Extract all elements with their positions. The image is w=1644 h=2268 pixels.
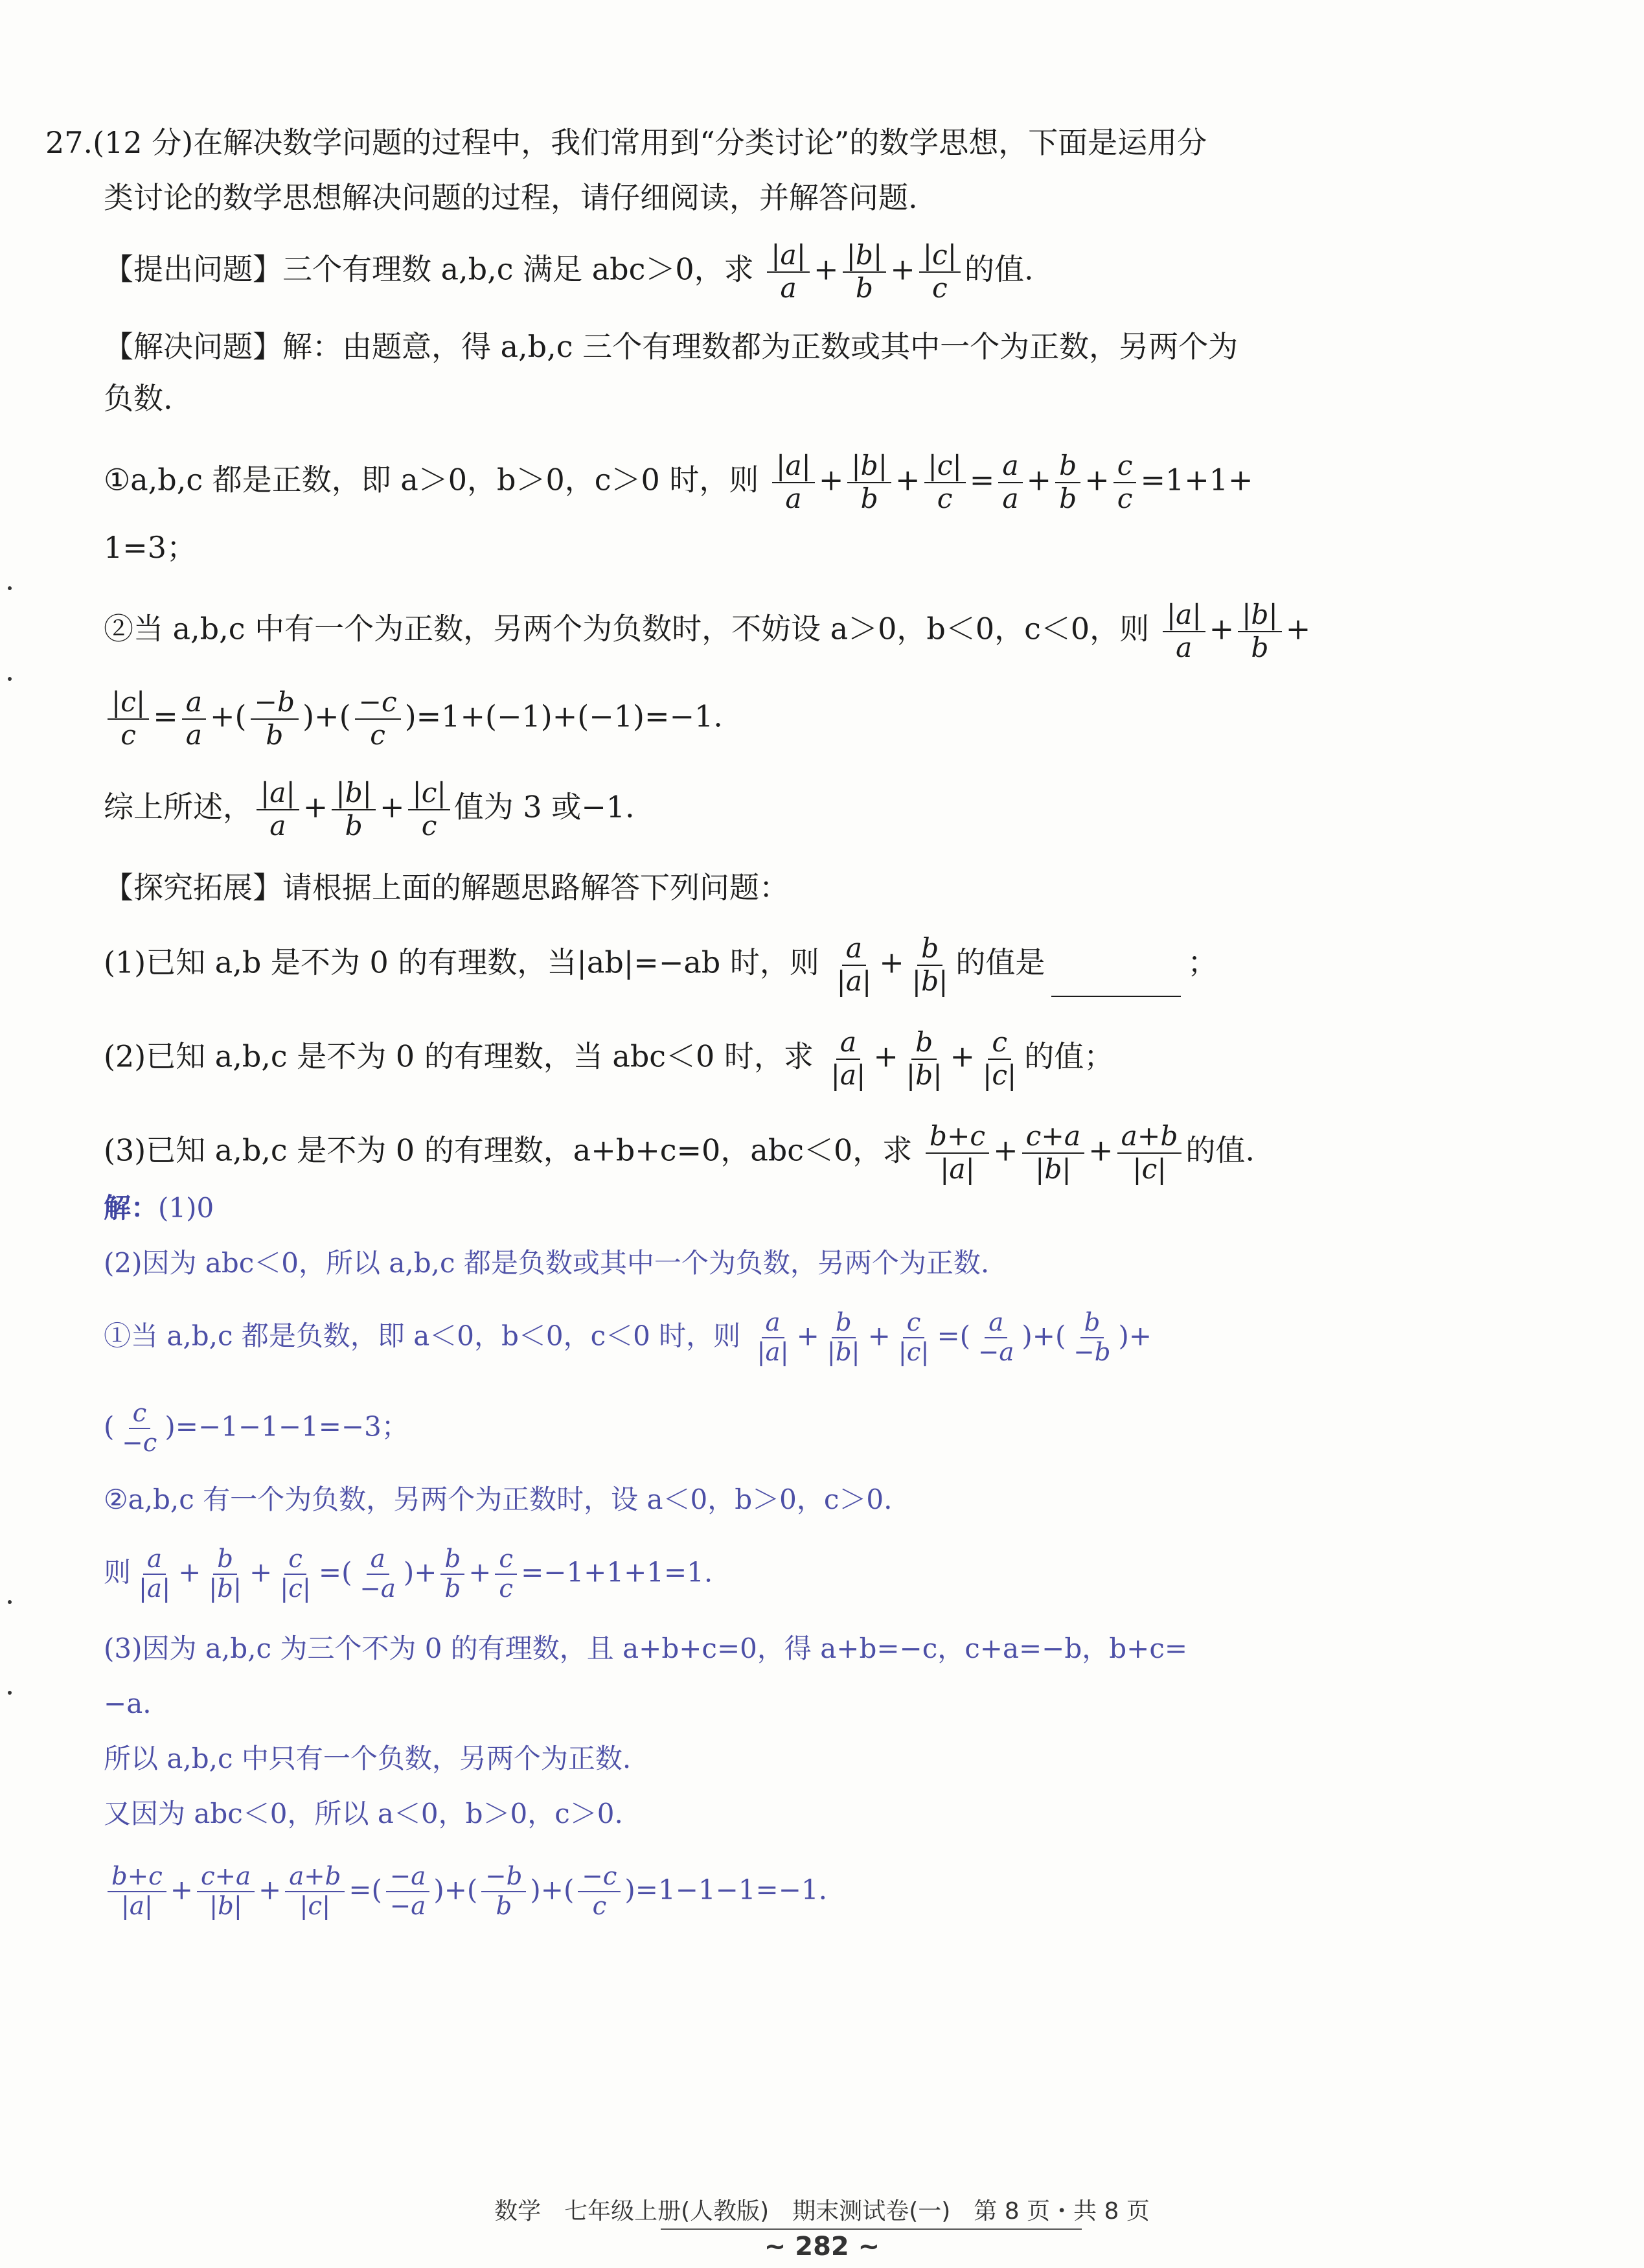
question-1: (1)已知 a,b 是不为 0 的有理数，当|ab|=−ab 时，则 $\frac{a}{|a|}$ + $\frac{b}{|b|}$ 的值是 ； <box>104 932 1218 997</box>
fraction: $\frac{b}{|b|}$ <box>827 1308 860 1368</box>
solution-case1-line2: ( $\frac{c}{-c}$ )=−1−1−1=−3； <box>104 1399 409 1458</box>
fraction: $\frac{a}{-a}$ <box>360 1544 396 1604</box>
solution-line2: (2)因为 abc＜0，所以 a,b,c 都是负数或其中一个为负数，另两个为正数. <box>104 1247 990 1279</box>
case1-line2: 1=3； <box>104 530 197 565</box>
solution-title: 解： <box>104 1192 159 1224</box>
fraction: $\frac{a}{a}$ <box>182 687 206 751</box>
fraction: $\frac{c}{c}$ <box>495 1545 517 1604</box>
fraction: $\frac{a}{|a|}$ <box>757 1308 789 1368</box>
solution-part3-line3: 所以 a,b,c 中只有一个负数，另两个为正数. <box>104 1743 632 1774</box>
margin-mark <box>8 677 12 681</box>
solution-line1: 解：(1)0 <box>104 1192 214 1224</box>
fraction: $\frac{|c|}{c}$ <box>924 450 966 514</box>
answer-blank[interactable] <box>1051 965 1181 997</box>
solution-case2-line2: 则 $\frac{a}{|a|}$ + $\frac{b}{|b|}$ + $\frac{c}{|c|}$ =( $\frac{a}{-a}$ )+ $\frac{b}{b}$ + $\frac{c}{c}$ =−1+1+1=1. <box>104 1544 713 1604</box>
footer-text: 数学 七年级上册(人教版) 期末测试卷(一) 第 8 页・共 8 页 <box>494 2198 1150 2225</box>
fraction: $\frac{b}{|b|}$ <box>906 1026 942 1091</box>
fraction: $\frac{b}{b}$ <box>440 1545 464 1604</box>
fraction: $\frac{|b|}{b}$ <box>332 777 376 842</box>
fraction: $\frac{|b|}{b}$ <box>843 240 887 304</box>
problem-number: 27. <box>45 125 93 160</box>
solve-line2: 负数. <box>104 381 173 416</box>
fraction: $\frac{|a|}{a}$ <box>772 450 815 514</box>
case1-line1: ①a,b,c 都是正数，即 a＞0，b＞0，c＞0 时，则 $\frac{|a|}{a}$ + $\frac{|b|}{b}$ + $\frac{|c|}{c}$ = $\frac{a}{a}$ + $\frac{b}{b}$ + $\frac{c}{c}$ =1+1+ <box>104 450 1253 514</box>
fraction: $\frac{|b|}{b}$ <box>847 450 891 514</box>
fraction: $\frac{-b}{b}$ <box>481 1862 526 1921</box>
fraction: $\frac{b}{|b|}$ <box>209 1544 242 1604</box>
summary-line: 综上所述， $\frac{|a|}{a}$ + $\frac{|b|}{b}$ + $\frac{|c|}{c}$ 值为 3 或−1. <box>104 777 635 842</box>
fraction: $\frac{c}{|c|}$ <box>983 1026 1017 1091</box>
fraction: $\frac{-b}{b}$ <box>251 687 299 751</box>
fraction: $\frac{a}{|a|}$ <box>139 1544 171 1604</box>
fraction: $\frac{|a|}{a}$ <box>257 777 299 842</box>
question-2: (2)已知 a,b,c 是不为 0 的有理数，当 abc＜0 时，求 $\frac{a}{|a|}$ + $\frac{b}{|b|}$ + $\frac{c}{|c|}$ 的值； <box>104 1026 1114 1091</box>
solution-case1-line1: ①当 a,b,c 都是负数，即 a＜0，b＜0，c＜0 时，则 $\frac{a}{|a|}$ + $\frac{b}{|b|}$ + $\frac{c}{|c|}$ =( $\frac{a}{-a}$ )+( $\frac{b}{-b}$ )+ <box>104 1308 1152 1368</box>
fraction: $\frac{|c|}{c}$ <box>108 687 149 751</box>
problem-intro-line1: 27.(12 分)在解决数学问题的过程中，我们常用到“分类讨论”的数学思想，下面是运用分 <box>45 125 1207 160</box>
margin-mark <box>8 586 12 590</box>
fraction: $\frac{b+c}{|a|}$ <box>108 1862 166 1921</box>
margin-mark <box>8 1600 12 1604</box>
problem-intro-line2: 类讨论的数学思想解决问题的过程，请仔细阅读，并解答问题. <box>104 180 918 215</box>
solution-part3-line2: −a. <box>104 1688 152 1719</box>
solution-part3-line4: 又因为 abc＜0，所以 a＜0，b＞0，c＞0. <box>104 1798 623 1829</box>
fraction: $\frac{a}{|a|}$ <box>836 932 872 997</box>
solution-part3-line1: (3)因为 a,b,c 为三个不为 0 的有理数，且 a+b+c=0，得 a+b=−c，c+a=−b，b+c= <box>104 1632 1188 1664</box>
solve-line1: 【解决问题】解：由题意，得 a,b,c 三个有理数都为正数或其中一个为正数，另两个为 <box>104 329 1239 364</box>
fraction: $\frac{a+b}{|c|}$ <box>1117 1121 1182 1185</box>
fraction: $\frac{|a|}{a}$ <box>1163 599 1205 663</box>
case2-line1: ②当 a,b,c 中有一个为正数，另两个为负数时，不妨设 a＞0，b＜0，c＜0，则 $\frac{|a|}{a}$ + $\frac{|b|}{b}$ + <box>104 599 1311 663</box>
fraction: $\frac{a}{|a|}$ <box>830 1026 866 1091</box>
fraction: $\frac{a+b}{|c|}$ <box>285 1862 345 1921</box>
question-3: (3)已知 a,b,c 是不为 0 的有理数，a+b+c=0，abc＜0，求 $\frac{b+c}{|a|}$ + $\frac{c+a}{|b|}$ + $\frac{a+b}{|c|}$ 的值. <box>104 1120 1255 1185</box>
fraction: $\frac{c}{c}$ <box>1113 450 1137 514</box>
problem-ask: 【提出问题】三个有理数 a,b,c 满足 abc＞0，求 $\frac{|a|}{a}$ + $\frac{|b|}{b}$ + $\frac{|c|}{c}$ 的值. <box>104 239 1034 304</box>
fraction: $\frac{b+c}{|a|}$ <box>926 1121 989 1185</box>
fraction: $\frac{c}{|c|}$ <box>280 1544 311 1604</box>
fraction: $\frac{b}{-b}$ <box>1073 1308 1111 1368</box>
case2-line2: $\frac{|c|}{c}$ = $\frac{a}{a}$ +( $\frac{-b}{b}$ )+( $\frac{-c}{c}$ )=1+(−1)+(−1)=−1. <box>104 687 1555 751</box>
fraction: $\frac{c+a}{|b|}$ <box>1022 1121 1084 1185</box>
margin-mark <box>8 1691 12 1695</box>
fraction: $\frac{|c|}{c}$ <box>919 240 961 304</box>
footer-divider <box>661 2228 1082 2230</box>
fraction: $\frac{|c|}{c}$ <box>408 777 450 842</box>
page-number: ~ 282 ~ <box>764 2232 880 2262</box>
fraction: $\frac{c}{-c}$ <box>122 1399 157 1458</box>
fraction: $\frac{a}{a}$ <box>998 450 1022 514</box>
solution-case2-line1: ②a,b,c 有一个为负数，另两个为正数时，设 a＜0，b＞0，c＞0. <box>104 1483 893 1515</box>
fraction: $\frac{|a|}{a}$ <box>767 240 810 304</box>
explore-heading: 【探究拓展】请根据上面的解题思路解答下列问题： <box>104 870 789 905</box>
fraction: $\frac{|b|}{b}$ <box>1238 599 1282 663</box>
fraction: $\frac{-a}{-a}$ <box>386 1862 429 1921</box>
fraction: $\frac{b}{b}$ <box>1055 450 1080 514</box>
fraction: $\frac{b}{|b|}$ <box>911 932 948 997</box>
fraction: $\frac{c+a}{|b|}$ <box>197 1862 255 1921</box>
fraction: $\frac{c}{|c|}$ <box>898 1308 930 1368</box>
solution-part3-line5: $\frac{b+c}{|a|}$ + $\frac{c+a}{|b|}$ + $\frac{a+b}{|c|}$ =( $\frac{-a}{-a}$ )+( $\frac{-b}{b}$ )+( $\frac{-c}{c}$ )=1−1−1=−1. <box>104 1862 1555 1921</box>
fraction: $\frac{-c}{c}$ <box>355 687 401 751</box>
fraction: $\frac{-c}{c}$ <box>578 1862 621 1921</box>
fraction: $\frac{a}{-a}$ <box>978 1308 1014 1368</box>
